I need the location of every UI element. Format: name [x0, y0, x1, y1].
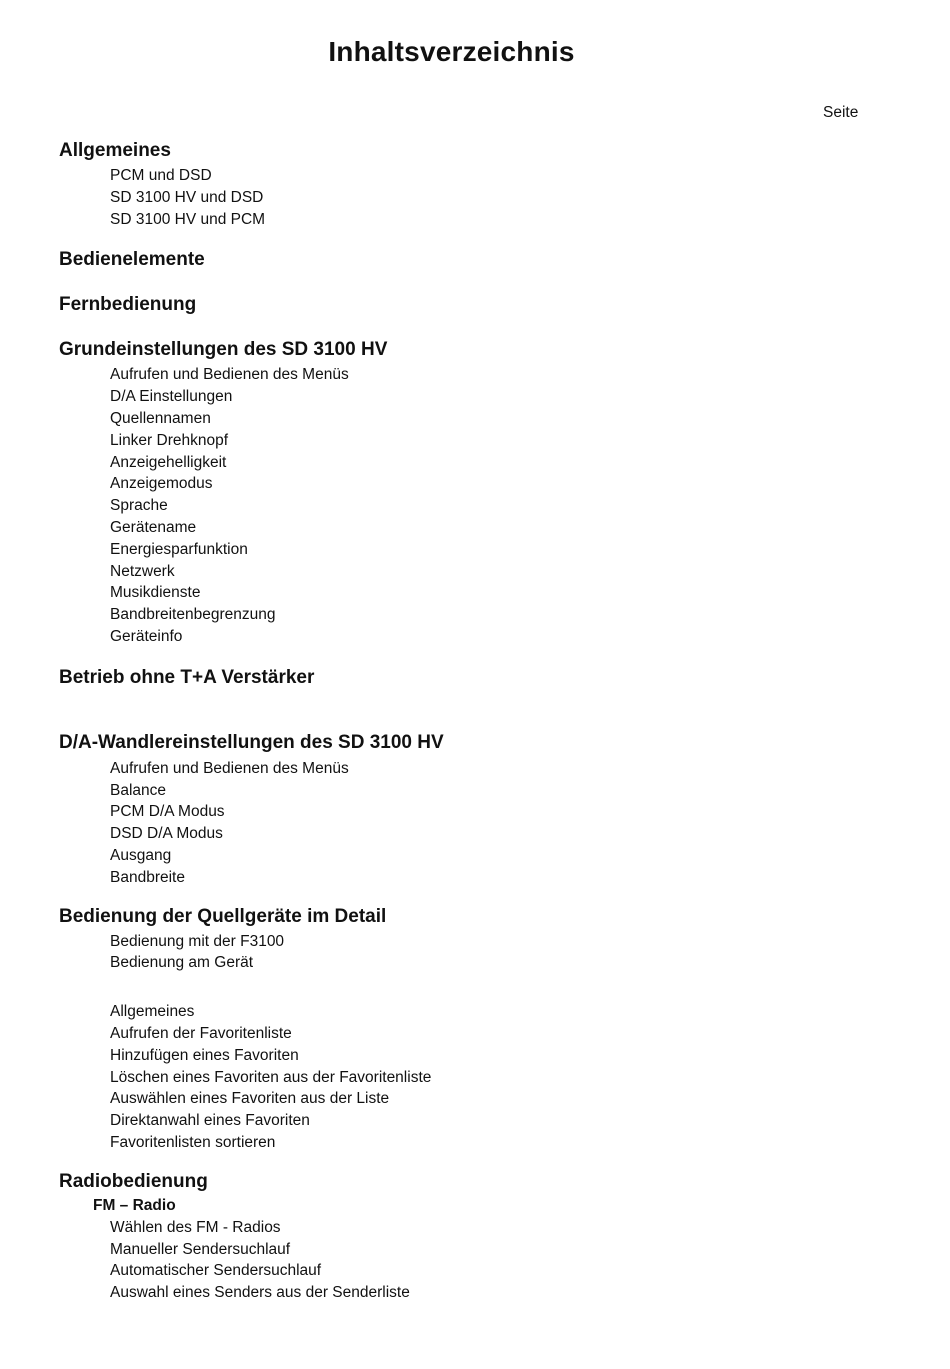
- toc-entry[interactable]: Balance: [110, 781, 167, 799]
- page-title: Inhaltsverzeichnis: [328, 36, 575, 67]
- toc-entry[interactable]: Direktanwahl eines Favoriten: [110, 1112, 310, 1130]
- toc-entry[interactable]: Linker Drehknopf: [110, 431, 229, 449]
- toc-entry[interactable]: SD 3100 HV und PCM: [110, 210, 266, 228]
- toc-entry[interactable]: Aufrufen und Bedienen des Menüs: [110, 366, 349, 384]
- toc-entry[interactable]: Bandbreitenbegrenzung: [110, 606, 276, 624]
- toc-section-wandler: [59, 730, 919, 889]
- toc-entry[interactable]: Energiesparfunktion: [110, 540, 248, 558]
- toc-entry[interactable]: Favoritenlisten sortieren: [110, 1133, 276, 1151]
- toc-heading[interactable]: Grundeinstellungen des SD 3100 HV: [59, 339, 388, 361]
- table-of-contents: [59, 138, 919, 1304]
- toc-heading[interactable]: Betrieb ohne T+A Verstärker: [59, 666, 315, 688]
- toc-entry[interactable]: PCM D/A Modus: [110, 803, 225, 821]
- toc-entry[interactable]: D/A Einstellungen: [110, 388, 233, 406]
- toc-section-quellgeraete: [59, 904, 919, 1154]
- toc-entry[interactable]: Auswahl eines Senders aus der Senderliste: [110, 1284, 410, 1302]
- toc-entry[interactable]: Geräteinfo: [110, 627, 183, 645]
- toc-section-betrieb: [59, 665, 919, 691]
- toc-entry[interactable]: Auswählen eines Favoriten aus der Liste: [110, 1090, 390, 1108]
- toc-heading[interactable]: Bedienung der Quellgeräte im Detail: [59, 905, 387, 927]
- toc-entry[interactable]: Wählen des FM - Radios: [110, 1218, 281, 1236]
- toc-entry[interactable]: Bedienung mit der F3100: [110, 932, 285, 950]
- toc-section-fernbedienung: [59, 292, 919, 318]
- toc-section-allgemeines: [59, 138, 919, 230]
- toc-heading[interactable]: D/A-Wandlereinstellungen des SD 3100 HV: [59, 731, 444, 753]
- toc-heading[interactable]: Fernbedienung: [59, 294, 197, 316]
- toc-entry[interactable]: Hinzufügen eines Favoriten: [110, 1046, 299, 1064]
- toc-heading[interactable]: Bedienelemente: [59, 249, 205, 271]
- toc-entry[interactable]: Ausgang: [110, 846, 172, 864]
- toc-entry[interactable]: Anzeigemodus: [110, 475, 213, 493]
- toc-entry[interactable]: Sprache: [110, 497, 168, 515]
- toc-entry[interactable]: PCM und DSD: [110, 167, 212, 184]
- toc-entry[interactable]: Netzwerk: [110, 562, 175, 580]
- toc-entry[interactable]: Bandbreite: [110, 868, 185, 886]
- toc-entry[interactable]: Automatischer Sendersuchlauf: [110, 1262, 322, 1280]
- toc-entry[interactable]: Aufrufen und Bedienen des Menüs: [110, 759, 349, 777]
- toc-heading[interactable]: Radiobedienung: [59, 1170, 208, 1192]
- toc-entry[interactable]: Allgemeines: [110, 1003, 195, 1021]
- toc-entry[interactable]: SD 3100 HV und DSD: [110, 188, 264, 206]
- toc-heading[interactable]: Allgemeines: [59, 140, 171, 161]
- toc-entry[interactable]: Quellennamen: [110, 409, 211, 427]
- toc-entry[interactable]: Musikdienste: [110, 584, 201, 602]
- toc-entry[interactable]: Gerätename: [110, 518, 197, 536]
- toc-entry[interactable]: DSD D/A Modus: [110, 825, 223, 843]
- toc-subheading[interactable]: FM – Radio: [93, 1196, 176, 1214]
- toc-section-grundeinstellungen: [59, 337, 919, 647]
- toc-section-radio: [59, 1169, 919, 1304]
- toc-entry[interactable]: Löschen eines Favoriten aus der Favoritenliste: [110, 1068, 432, 1086]
- toc-entry[interactable]: Aufrufen der Favoritenliste: [110, 1024, 292, 1042]
- page-column-header: Seite: [823, 104, 859, 121]
- toc-section-bedienelemente: [59, 247, 919, 273]
- toc-entry[interactable]: Manueller Sendersuchlauf: [110, 1240, 291, 1258]
- toc-entry[interactable]: Anzeigehelligkeit: [110, 453, 227, 471]
- toc-entry[interactable]: Bedienung am Gerät: [110, 954, 254, 972]
